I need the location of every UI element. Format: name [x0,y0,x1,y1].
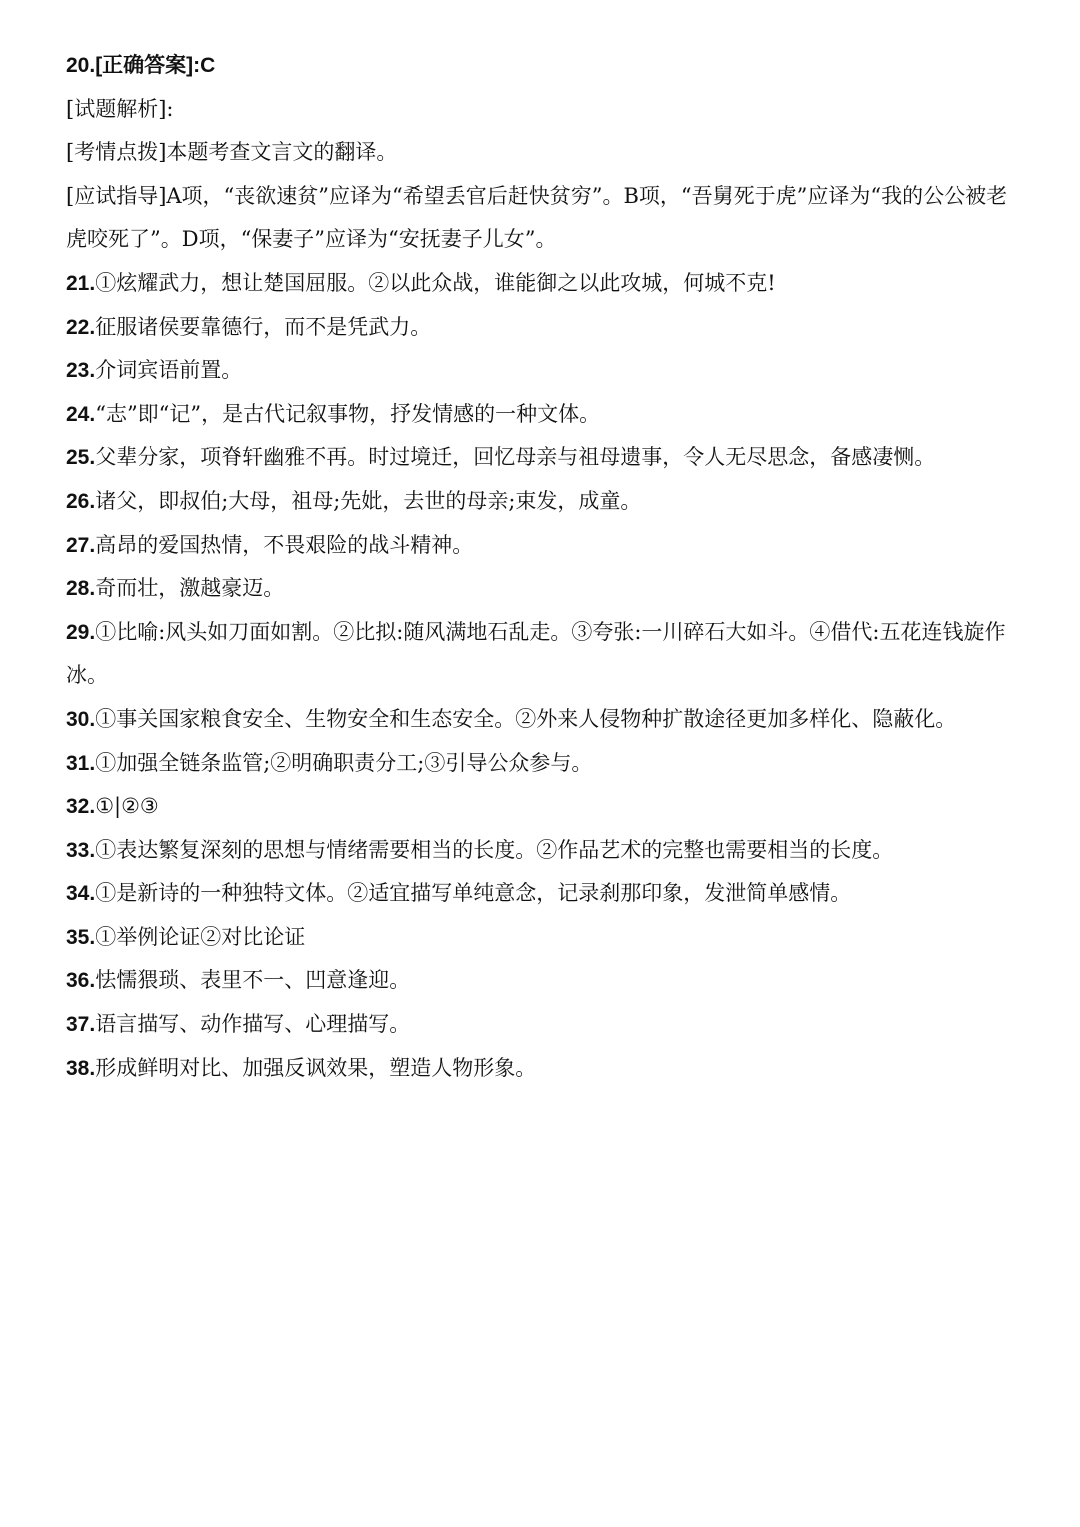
answer-text: 高昂的爱国热情，不畏艰险的战斗精神。 [95,532,474,557]
answer-25 [66,436,1016,480]
answer-number: 22. [66,315,96,339]
answer-text: 父辈分家，项脊轩幽雅不再。时过境迁，回忆母亲与祖母遗事，令人无尽思念，备感凄恻。 [95,445,936,470]
answer-text: 征服诸侯要靠德行，而不是凭武力。 [95,314,432,339]
answer-number: 34. [66,882,96,906]
answer-26 [66,480,1016,524]
answer-29 [66,611,1016,698]
answer-number: 37. [66,1013,96,1037]
answer-number: 25. [66,446,96,470]
q20-point: [考情点拨]本题考查文言文的翻译。 [66,140,398,165]
answer-number: 38. [66,1056,96,1080]
answer-text: ①表达繁复深刻的思想与情绪需要相当的长度。②作品艺术的完整也需要相当的长度。 [95,837,894,862]
q20-heading: 20.[正确答案]:C [66,54,216,77]
answer-number: 24. [66,402,96,426]
answer-number: 33. [66,838,96,862]
q20-guide: [应试指导]A项，“丧欲速贫”应译为“希望丢官后赶快贫穷”。B项，“吾舅死于虎”应译为“我的公公被老虎咬死了”。D项，“保妻子”应译为“安抚妻子儿女”。 [66,183,1008,252]
answer-document [66,44,1016,1090]
answer-number: 35. [66,925,96,949]
answer-text: 奇而壮，激越豪迈。 [95,576,285,601]
answer-text: ①|②③ [95,794,159,819]
answer-number: 28. [66,577,96,601]
answer-number: 32. [66,795,96,819]
answer-28 [66,567,1016,611]
q20-analysis-label: [试题解析]: [66,96,174,121]
answer-34 [66,872,1016,916]
answer-text: ①是新诗的一种独特文体。②适宜描写单纯意念，记录刹那印象，发泄简单感情。 [95,881,852,906]
answer-21 [66,262,1016,306]
answer-text: 形成鲜明对比、加强反讽效果，塑造人物形象。 [95,1055,537,1080]
answer-27 [66,524,1016,568]
answer-23 [66,349,1016,393]
answer-number: 29. [66,620,96,644]
answer-number: 23. [66,359,96,383]
answer-number: 31. [66,751,96,775]
answer-22 [66,306,1016,350]
answer-32 [66,785,1016,829]
answer-36 [66,959,1016,1003]
answer-text: 诸父，即叔伯;大母，祖母;先妣，去世的母亲;束发，成童。 [95,488,642,513]
answer-31 [66,742,1016,786]
answer-38 [66,1047,1016,1091]
answer-number: 36. [66,969,96,993]
answer-number: 30. [66,707,96,731]
answer-text: “志”即“记”，是古代记叙事物，抒发情感的一种文体。 [95,401,601,426]
answer-24 [66,393,1016,437]
answer-text: 介词宾语前置。 [95,358,243,383]
answer-37 [66,1003,1016,1047]
answer-33 [66,829,1016,873]
answer-text: ①事关国家粮食安全、生物安全和生态安全。②外来人侵物种扩散途径更加多样化、隐蔽化。 [95,706,957,731]
answer-number: 26. [66,489,96,513]
answer-text: 怯懦猥琐、表里不一、凹意逢迎。 [95,968,411,993]
answer-text: ①炫耀武力，想让楚国屈服。②以此众战，谁能御之以此攻城，何城不克! [95,270,776,295]
answer-35 [66,916,1016,960]
answer-text: 语言描写、动作描写、心理描写。 [95,1012,411,1037]
answer-text: ①比喻:风头如刀面如割。②比拟:随风满地石乱走。③夸张:一川碎石大如斗。④借代:五花连钱旋作冰。 [66,619,1006,688]
answer-text: ①举例论证②对比论证 [95,924,306,949]
answer-number: 27. [66,533,96,557]
answer-text: ①加强全链条监管;②明确职责分工;③引导公众参与。 [95,750,593,775]
answer-30 [66,698,1016,742]
answer-number: 21. [66,271,96,295]
